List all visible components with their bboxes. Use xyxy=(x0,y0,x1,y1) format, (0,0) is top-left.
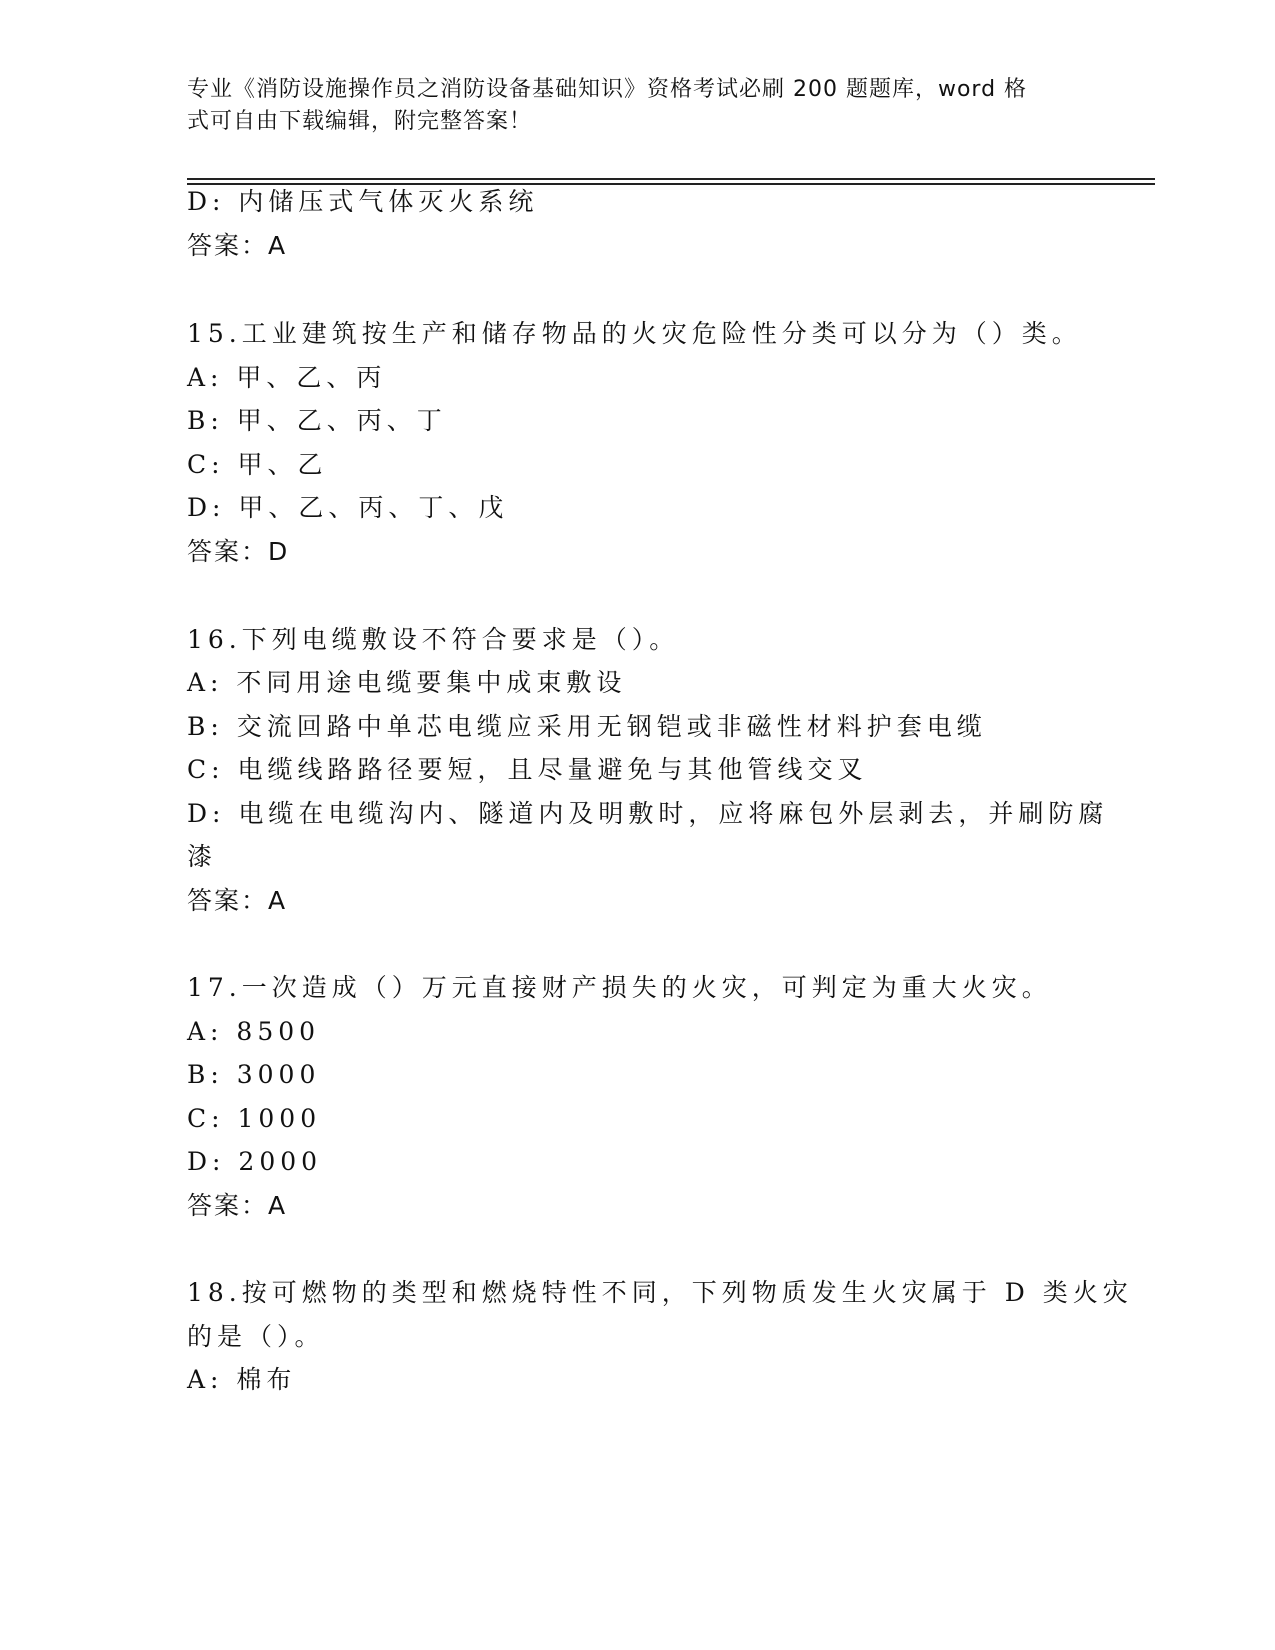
q18-question-continued: 的是（）。 xyxy=(187,1322,325,1351)
q18-question: 18.按可燃物的类型和燃烧特性不同，下列物质发生火灾属于 D 类火灾 xyxy=(187,1278,1133,1307)
q17-answer: 答案：A xyxy=(187,1191,288,1220)
q16-option-d-continued: 漆 xyxy=(187,842,218,871)
q17-option-d: D: 2000 xyxy=(187,1147,323,1176)
q16-option-a: A: 不同用途电缆要集中成束敷设 xyxy=(187,668,627,697)
q15-option-b: B: 甲、乙、丙、丁 xyxy=(187,406,447,435)
q16-answer: 答案：A xyxy=(187,886,288,915)
q17-option-a: A: 8500 xyxy=(187,1017,321,1046)
header-divider-top xyxy=(187,178,1155,180)
q16-option-b: B: 交流回路中单芯电缆应采用无钢铠或非磁性材料护套电缆 xyxy=(187,712,987,741)
q15-answer: 答案：D xyxy=(187,537,290,566)
q18-option-a: A: 棉布 xyxy=(187,1365,297,1394)
q17-option-c: C: 1000 xyxy=(187,1104,322,1133)
q15-option-a: A: 甲、乙、丙 xyxy=(187,363,387,392)
document-header xyxy=(187,74,1077,138)
q14-option-d: D: 内储压式气体灭火系统 xyxy=(187,187,539,216)
q15-question: 15.工业建筑按生产和储存物品的火灾危险性分类可以分为（）类。 xyxy=(187,319,1082,348)
header-line-2: 式可自由下载编辑，附完整答案！ xyxy=(187,109,533,134)
header-divider-bottom xyxy=(187,183,1155,185)
q17-question: 17.一次造成（）万元直接财产损失的火灾，可判定为重大火灾。 xyxy=(187,973,1052,1002)
q16-option-d: D: 电缆在电缆沟内、隧道内及明敷时，应将麻包外层剥去，并刷防腐 xyxy=(187,799,1109,828)
q15-option-c: C: 甲、乙 xyxy=(187,450,328,479)
q17-option-b: B: 3000 xyxy=(187,1060,321,1089)
q14-answer: 答案：A xyxy=(187,231,288,260)
q16-question: 16.下列电缆敷设不符合要求是（）。 xyxy=(187,625,680,654)
q15-option-d: D: 甲、乙、丙、丁、戊 xyxy=(187,493,509,522)
q16-option-c: C: 电缆线路路径要短，且尽量避免与其他管线交叉 xyxy=(187,755,868,784)
header-line-1: 专业《消防设施操作员之消防设备基础知识》资格考试必刷 200 题题库，word 格 xyxy=(187,77,1028,102)
